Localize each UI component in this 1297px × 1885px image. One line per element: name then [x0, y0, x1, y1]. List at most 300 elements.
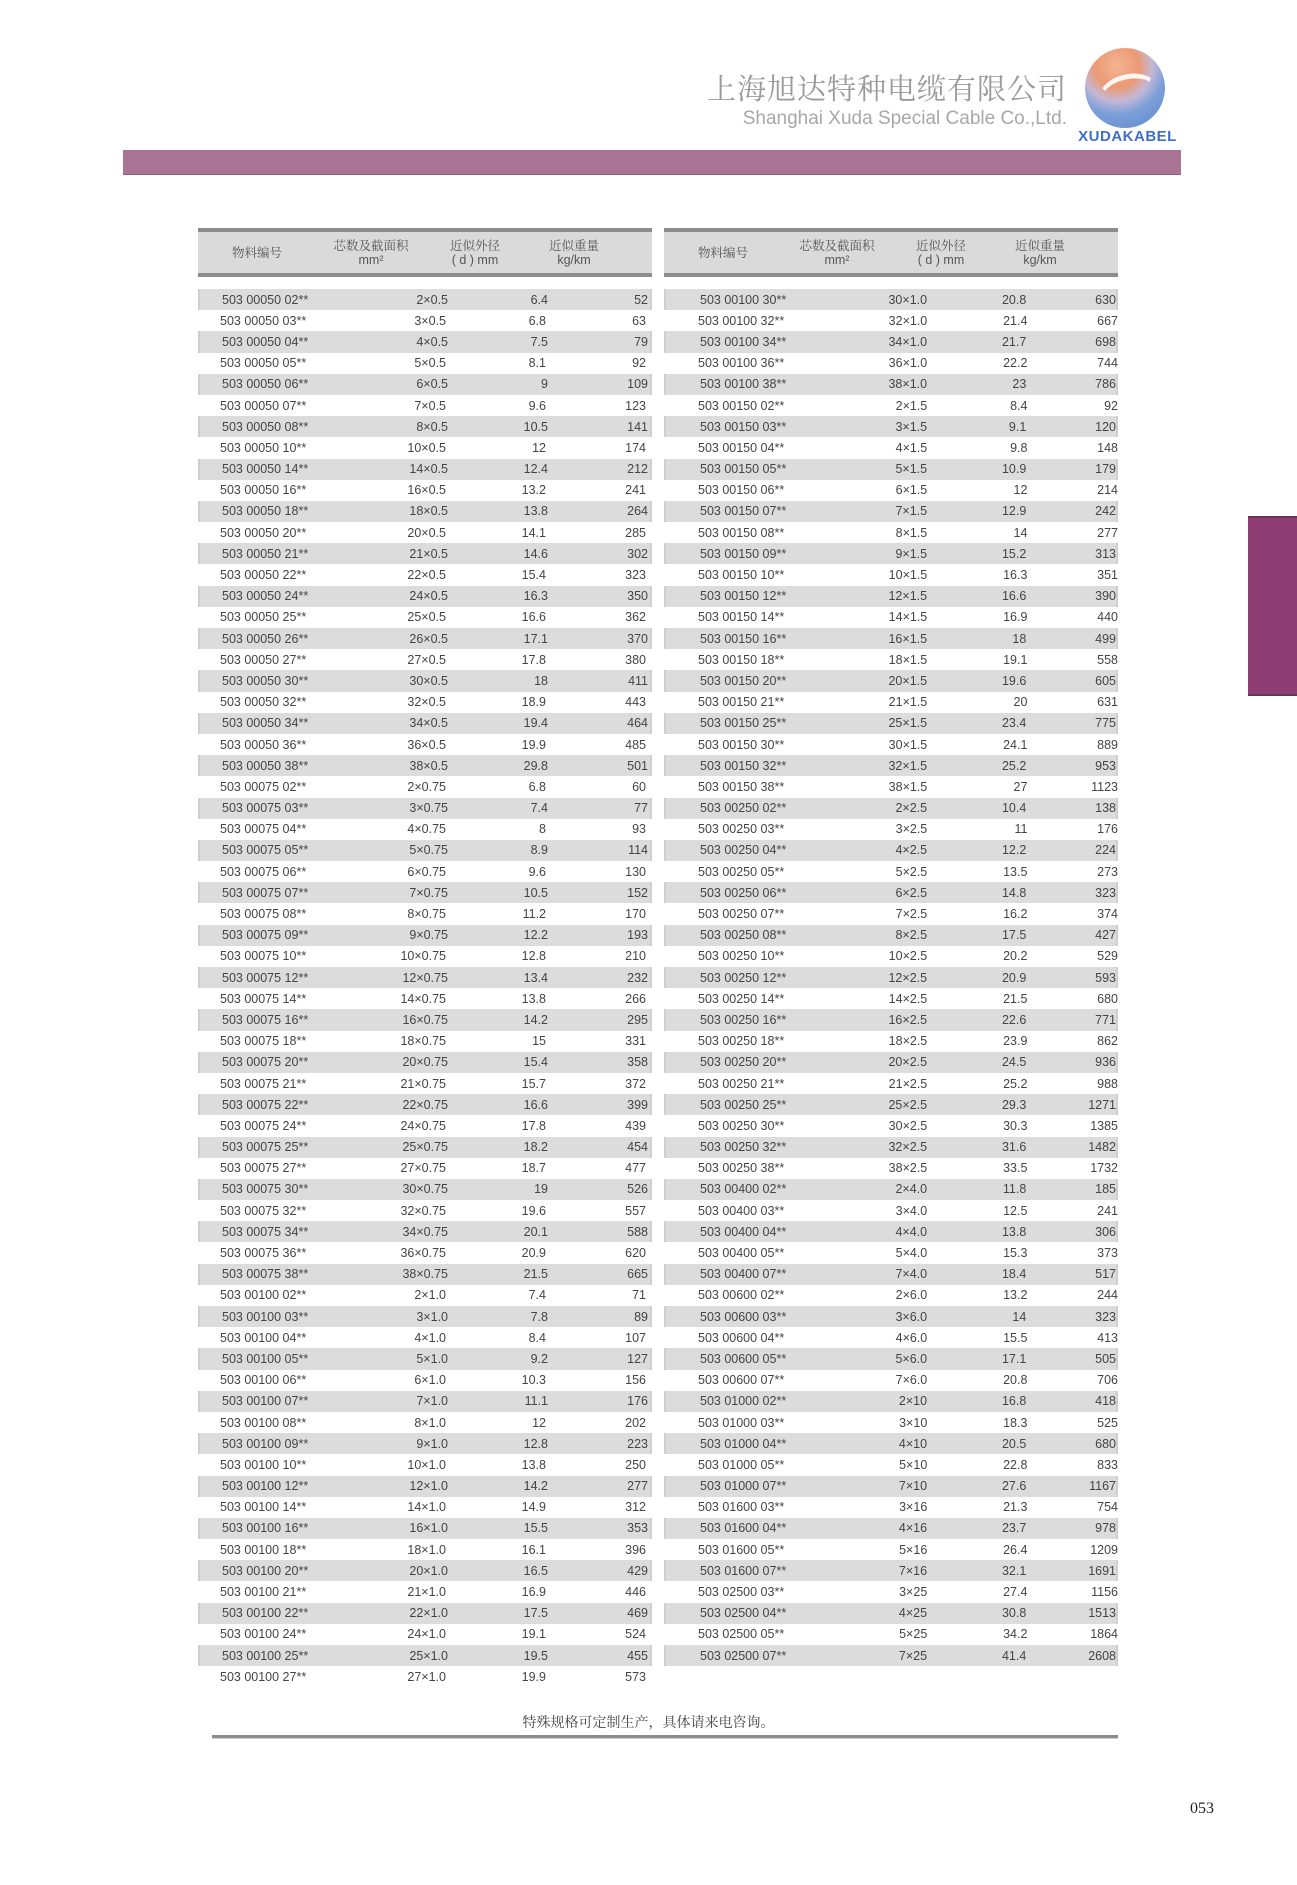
cell-weight: 446 [625, 1585, 646, 1600]
cell-material-code: 503 02500 05** [698, 1627, 785, 1642]
cell-material-code: 503 00100 12** [222, 1479, 309, 1494]
cell-outer-diameter: 30.3 [1003, 1118, 1028, 1133]
cell-outer-diameter: 13.8 [521, 1457, 546, 1472]
cell-outer-diameter: 16.3 [523, 589, 548, 604]
cell-outer-diameter: 18.2 [523, 1140, 548, 1155]
cell-cores-cross-section: 30×2.5 [888, 1118, 928, 1133]
cell-weight: 978 [1095, 1521, 1116, 1536]
table-row [198, 1179, 652, 1200]
cell-weight: 224 [1095, 843, 1116, 858]
table-row [198, 1539, 652, 1560]
cell-cores-cross-section: 12×2.5 [888, 970, 928, 985]
cell-cores-cross-section: 5×4.0 [895, 1246, 928, 1261]
cell-outer-diameter: 10.4 [1001, 801, 1027, 816]
cell-outer-diameter: 13.8 [523, 504, 548, 519]
cell-material-code: 503 00050 16** [220, 483, 307, 498]
table-row [198, 1581, 652, 1602]
cell-cores-cross-section: 36×0.5 [407, 737, 446, 752]
cell-cores-cross-section: 14×1.0 [407, 1500, 446, 1515]
cell-outer-diameter: 17.1 [523, 631, 548, 646]
table-row [664, 1052, 1118, 1073]
cell-weight: 524 [625, 1627, 646, 1642]
cell-outer-diameter: 15.5 [523, 1521, 548, 1536]
cell-outer-diameter: 19.9 [521, 737, 546, 752]
cell-material-code: 503 00250 30** [698, 1118, 785, 1133]
cell-material-code: 503 01600 05** [698, 1542, 785, 1557]
cell-weight: 373 [1097, 1246, 1118, 1261]
cell-material-code: 503 00600 03** [700, 1309, 787, 1324]
table-row [664, 1327, 1118, 1348]
col-od-unit: ( d ) mm [451, 252, 499, 267]
cell-cores-cross-section: 25×0.5 [407, 610, 446, 625]
cell-weight: 250 [625, 1457, 646, 1472]
cell-outer-diameter: 23 [1012, 377, 1027, 392]
cell-weight: 244 [1097, 1288, 1118, 1303]
cell-cores-cross-section: 3×1.0 [416, 1309, 448, 1324]
cell-material-code: 503 00075 32** [220, 1203, 307, 1218]
cell-material-code: 503 00075 03** [222, 801, 309, 816]
cell-material-code: 503 00050 10** [220, 440, 307, 455]
cell-cores-cross-section: 7×1.0 [416, 1394, 448, 1409]
cell-weight: 156 [625, 1373, 646, 1388]
table-row [664, 501, 1118, 522]
cell-cores-cross-section: 8×0.75 [407, 907, 446, 922]
cell-weight: 193 [627, 928, 648, 943]
cell-outer-diameter: 9.6 [528, 864, 546, 879]
cell-material-code: 503 00100 24** [220, 1627, 307, 1642]
cell-weight: 170 [625, 907, 646, 922]
company-name-cn: 上海旭达特种电缆有限公司 [706, 72, 1067, 106]
cell-material-code: 503 00100 20** [222, 1563, 309, 1578]
footer-note: 特殊规格可定制生产，具体请来电咨询。 [522, 1715, 775, 1731]
table-row [664, 628, 1118, 649]
cell-cores-cross-section: 10×1.0 [407, 1457, 446, 1472]
cell-material-code: 503 00050 24** [222, 589, 309, 604]
cell-weight: 277 [627, 1479, 648, 1494]
cell-material-code: 503 00050 34** [222, 716, 309, 731]
cell-weight: 833 [1097, 1457, 1118, 1472]
cell-cores-cross-section: 24×0.75 [400, 1118, 446, 1133]
cell-weight: 223 [627, 1436, 648, 1451]
cell-material-code: 503 00075 05** [222, 843, 309, 858]
cell-weight: 176 [1097, 822, 1118, 837]
cell-outer-diameter: 12.5 [1003, 1203, 1028, 1218]
cell-cores-cross-section: 27×1.0 [407, 1669, 446, 1684]
cell-weight: 605 [1095, 673, 1116, 688]
table-row [664, 1348, 1118, 1369]
cell-outer-diameter: 8 [539, 822, 546, 837]
cell-material-code: 503 00075 12** [222, 970, 309, 985]
cell-weight: 114 [628, 843, 648, 858]
cell-cores-cross-section: 10×0.75 [400, 949, 446, 964]
cell-outer-diameter: 15.4 [521, 568, 546, 583]
cell-weight: 501 [627, 758, 648, 773]
cell-cores-cross-section: 21×1.0 [407, 1585, 446, 1600]
cell-outer-diameter: 10.3 [521, 1373, 546, 1388]
cell-material-code: 503 00150 25** [700, 716, 787, 731]
cell-material-code: 503 00250 25** [700, 1097, 787, 1112]
cell-cores-cross-section: 34×0.75 [402, 1224, 448, 1239]
cell-cores-cross-section: 2×0.75 [407, 779, 446, 794]
cell-weight: 372 [625, 1076, 646, 1091]
cell-material-code: 503 00050 32** [220, 695, 307, 710]
table-row [198, 1518, 652, 1539]
col-header-code [198, 246, 316, 260]
cell-outer-diameter: 16.8 [1001, 1394, 1027, 1409]
table-row [664, 670, 1118, 691]
col-header-weight [990, 239, 1090, 267]
cell-weight: 427 [1095, 928, 1116, 943]
cell-outer-diameter: 16.6 [523, 1097, 548, 1112]
cell-outer-diameter: 12.2 [1001, 843, 1027, 858]
table-row [664, 480, 1118, 501]
cell-material-code: 503 00100 25** [222, 1648, 309, 1663]
cell-material-code: 503 00050 38** [222, 758, 309, 773]
cell-material-code: 503 00250 21** [698, 1076, 785, 1091]
cell-outer-diameter: 16.3 [1003, 568, 1028, 583]
company-brand [707, 72, 1067, 131]
table-row [664, 925, 1118, 946]
cell-cores-cross-section: 24×0.5 [409, 589, 448, 604]
cell-material-code: 503 02500 04** [700, 1606, 787, 1621]
table-row [664, 1497, 1118, 1518]
cell-cores-cross-section: 5×0.5 [414, 356, 446, 371]
cell-outer-diameter: 29.3 [1001, 1097, 1027, 1112]
cell-outer-diameter: 24.1 [1003, 737, 1028, 752]
cell-material-code: 503 00150 32** [700, 758, 787, 773]
col-header-code [664, 246, 782, 260]
table-row [198, 1666, 652, 1687]
cell-weight: 418 [1095, 1394, 1116, 1409]
cell-material-code: 503 00075 34** [222, 1224, 309, 1239]
cell-outer-diameter: 13.8 [1001, 1224, 1027, 1239]
cell-cores-cross-section: 38×0.75 [402, 1267, 448, 1282]
cell-outer-diameter: 34.2 [1003, 1627, 1028, 1642]
table-row [198, 946, 652, 967]
cell-weight: 358 [627, 1055, 648, 1070]
cell-outer-diameter: 11.8 [1002, 1182, 1027, 1197]
table-row [664, 1603, 1118, 1624]
cell-outer-diameter: 12.8 [523, 1436, 548, 1451]
cell-material-code: 503 00150 20** [700, 673, 787, 688]
col-od-unit: ( d ) mm [917, 252, 965, 267]
table-row [664, 586, 1118, 607]
col-weight-label: 近似重量 [548, 238, 599, 253]
cell-weight: 413 [1097, 1330, 1118, 1345]
cell-cores-cross-section: 30×0.5 [409, 673, 448, 688]
cell-cores-cross-section: 7×6.0 [895, 1373, 928, 1388]
cell-cores-cross-section: 2×2.5 [895, 801, 928, 816]
cell-outer-diameter: 14 [1012, 1309, 1027, 1324]
cell-material-code: 503 00050 05** [220, 356, 307, 371]
cell-outer-diameter: 17.8 [521, 652, 546, 667]
cell-cores-cross-section: 25×1.0 [409, 1648, 448, 1663]
cell-material-code: 503 00100 02** [220, 1288, 307, 1303]
cell-cores-cross-section: 6×0.5 [416, 377, 448, 392]
cell-material-code: 503 00050 30** [222, 673, 309, 688]
cell-material-code: 503 00075 22** [222, 1097, 309, 1112]
cell-weight: 212 [627, 462, 648, 477]
cell-outer-diameter: 31.6 [1001, 1140, 1027, 1155]
cell-outer-diameter: 29.8 [523, 758, 548, 773]
cell-material-code: 503 00050 03** [220, 313, 307, 328]
cell-material-code: 503 00150 03** [700, 419, 787, 434]
cell-weight: 744 [1097, 356, 1118, 371]
cell-weight: 936 [1095, 1055, 1116, 1070]
cell-cores-cross-section: 6×1.5 [895, 483, 928, 498]
col-weight-unit: kg/km [1023, 252, 1057, 267]
cell-cores-cross-section: 4×1.5 [895, 440, 928, 455]
cell-material-code: 503 00100 09** [222, 1436, 309, 1451]
cell-weight: 2608 [1088, 1648, 1116, 1663]
cell-material-code: 503 00075 10** [220, 949, 307, 964]
cell-weight: 399 [627, 1097, 648, 1112]
table-row [664, 734, 1118, 755]
cell-weight: 1123 [1091, 779, 1118, 794]
cell-cores-cross-section: 7×2.5 [895, 907, 928, 922]
cell-weight: 323 [1095, 1309, 1116, 1324]
cell-outer-diameter: 13.2 [1003, 1288, 1028, 1303]
cell-material-code: 503 00075 24** [220, 1118, 307, 1133]
cell-outer-diameter: 26.4 [1003, 1542, 1028, 1557]
cell-outer-diameter: 11 [1014, 822, 1028, 837]
cell-material-code: 503 00050 27** [220, 652, 307, 667]
cell-weight: 1482 [1088, 1140, 1116, 1155]
cell-cores-cross-section: 2×10 [898, 1394, 928, 1409]
table-row [664, 1073, 1118, 1094]
cell-weight: 351 [1097, 568, 1118, 583]
table-row [664, 1518, 1118, 1539]
cell-material-code: 503 00250 04** [700, 843, 787, 858]
table-row [198, 1624, 652, 1645]
table-row [198, 1497, 652, 1518]
table-row [198, 1264, 652, 1285]
col-weight-label: 近似重量 [1014, 238, 1065, 253]
cell-cores-cross-section: 8×1.5 [895, 525, 928, 540]
table-row [664, 882, 1118, 903]
cell-outer-diameter: 21.4 [1003, 313, 1028, 328]
cell-outer-diameter: 25.2 [1003, 1076, 1028, 1091]
cell-weight: 454 [627, 1140, 648, 1155]
table-row [198, 670, 652, 691]
cell-weight: 529 [1097, 949, 1118, 964]
cell-outer-diameter: 24.5 [1001, 1055, 1027, 1070]
cell-cores-cross-section: 8×1.0 [414, 1415, 446, 1430]
cell-weight: 411 [628, 673, 648, 688]
table-row [198, 1433, 652, 1454]
cell-material-code: 503 00600 07** [698, 1373, 785, 1388]
cell-cores-cross-section: 16×1.5 [888, 631, 928, 646]
cell-weight: 443 [625, 695, 646, 710]
table-row [198, 1603, 652, 1624]
cell-cores-cross-section: 8×2.5 [895, 928, 928, 943]
table-row [664, 416, 1118, 437]
cell-weight: 771 [1095, 1012, 1116, 1027]
table-row [664, 331, 1118, 352]
table-row [198, 353, 652, 374]
table-row [664, 1009, 1118, 1030]
cell-cores-cross-section: 5×1.0 [416, 1351, 448, 1366]
cell-outer-diameter: 23.9 [1003, 1034, 1028, 1049]
cell-cores-cross-section: 12×1.5 [888, 589, 928, 604]
cell-material-code: 503 01000 03** [698, 1415, 785, 1430]
cell-weight: 429 [627, 1563, 648, 1578]
cell-material-code: 503 00100 08** [220, 1415, 307, 1430]
cell-material-code: 503 00050 36** [220, 737, 307, 752]
cell-cores-cross-section: 21×0.75 [400, 1076, 446, 1091]
spec-table-right [664, 228, 1118, 1666]
cell-outer-diameter: 14.2 [523, 1479, 548, 1494]
cell-cores-cross-section: 3×0.75 [409, 801, 448, 816]
cell-material-code: 503 00150 04** [698, 440, 785, 455]
cell-weight: 1156 [1091, 1585, 1118, 1600]
cell-weight: 988 [1097, 1076, 1118, 1091]
cell-weight: 362 [625, 610, 646, 625]
cell-material-code: 503 00250 03** [698, 822, 785, 837]
cell-outer-diameter: 9 [541, 377, 548, 392]
cell-material-code: 503 00075 38** [222, 1267, 309, 1282]
cell-cores-cross-section: 5×25 [899, 1627, 928, 1642]
cell-cores-cross-section: 7×1.5 [895, 504, 928, 519]
table-row [198, 374, 652, 395]
cell-material-code: 503 00075 36** [220, 1246, 307, 1261]
cell-weight: 120 [1095, 419, 1116, 434]
cell-outer-diameter: 6.8 [528, 313, 546, 328]
cell-cores-cross-section: 2×1.5 [895, 398, 928, 413]
cell-weight: 92 [632, 356, 646, 371]
cell-weight: 505 [1095, 1351, 1116, 1366]
col-weight-unit: kg/km [557, 252, 591, 267]
cell-outer-diameter: 15.7 [521, 1076, 546, 1091]
table-row [664, 1031, 1118, 1052]
cell-cores-cross-section: 10×1.5 [888, 568, 928, 583]
table-row [198, 501, 652, 522]
cell-material-code: 503 00050 18** [222, 504, 309, 519]
cell-outer-diameter: 16.5 [523, 1563, 548, 1578]
table-row [198, 310, 652, 331]
table-row [198, 1009, 652, 1030]
cell-weight: 331 [625, 1034, 646, 1049]
cell-cores-cross-section: 26×0.5 [409, 631, 448, 646]
cell-outer-diameter: 20.9 [521, 1246, 546, 1261]
cell-cores-cross-section: 12×1.0 [409, 1479, 448, 1494]
table-row [198, 755, 652, 776]
cell-material-code: 503 00250 02** [700, 801, 787, 816]
cell-outer-diameter: 20.8 [1003, 1373, 1028, 1388]
cell-weight: 1732 [1090, 1161, 1118, 1176]
table-row [198, 798, 652, 819]
cell-weight: 241 [1097, 1203, 1118, 1218]
cell-outer-diameter: 11.1 [524, 1394, 548, 1409]
cell-material-code: 503 00150 14** [698, 610, 785, 625]
spec-table-left [198, 228, 652, 1687]
logo-text: XUDAKABEL [1078, 128, 1177, 145]
cell-weight: 323 [1095, 885, 1116, 900]
table-row [664, 1560, 1118, 1581]
table-row [664, 1137, 1118, 1158]
cell-weight: 138 [1095, 801, 1116, 816]
header-band [123, 150, 1181, 175]
cell-cores-cross-section: 21×2.5 [888, 1076, 928, 1091]
cell-weight: 353 [627, 1521, 648, 1536]
cell-cores-cross-section: 32×0.5 [407, 695, 446, 710]
table-row [664, 1581, 1118, 1602]
cell-weight: 1513 [1088, 1606, 1116, 1621]
cell-material-code: 503 00150 05** [700, 462, 787, 477]
table-row [664, 1242, 1118, 1263]
cell-material-code: 503 00150 21** [698, 695, 785, 710]
table-row [198, 1370, 652, 1391]
table-row [198, 1094, 652, 1115]
cell-material-code: 503 00600 05** [700, 1351, 787, 1366]
cell-cores-cross-section: 20×0.5 [407, 525, 446, 540]
cell-outer-diameter: 19.4 [523, 716, 548, 731]
cell-weight: 295 [627, 1012, 648, 1027]
cell-weight: 1167 [1089, 1479, 1116, 1494]
cell-cores-cross-section: 5×2.5 [895, 864, 928, 879]
cell-weight: 185 [1095, 1182, 1116, 1197]
col-header-weight [524, 239, 624, 267]
table-row [198, 734, 652, 755]
cell-material-code: 503 00250 12** [700, 970, 787, 985]
cell-cores-cross-section: 18×0.75 [400, 1034, 446, 1049]
cell-cores-cross-section: 32×1.5 [888, 758, 928, 773]
cell-material-code: 503 02500 03** [698, 1585, 785, 1600]
cell-material-code: 503 00050 20** [220, 525, 307, 540]
cell-cores-cross-section: 20×0.75 [402, 1055, 448, 1070]
table-row [198, 882, 652, 903]
col-header-od [426, 239, 524, 267]
table-row [198, 692, 652, 713]
cell-weight: 374 [1097, 907, 1118, 922]
cell-cores-cross-section: 21×0.5 [409, 546, 448, 561]
cell-weight: 107 [625, 1330, 646, 1345]
cell-cores-cross-section: 3×10 [899, 1415, 928, 1430]
cell-outer-diameter: 21.3 [1003, 1500, 1028, 1515]
cell-outer-diameter: 8.1 [528, 356, 546, 371]
table-row [198, 543, 652, 564]
table-row [664, 1179, 1118, 1200]
table-row [198, 564, 652, 585]
cell-cores-cross-section: 2×0.5 [416, 292, 448, 307]
cell-outer-diameter: 30.8 [1001, 1606, 1027, 1621]
cell-cores-cross-section: 34×0.5 [409, 716, 448, 731]
table-row [198, 649, 652, 670]
cell-weight: 148 [1097, 440, 1118, 455]
cell-outer-diameter: 16.2 [1003, 907, 1028, 922]
cell-outer-diameter: 7.8 [530, 1309, 548, 1324]
cell-cores-cross-section: 9×0.75 [409, 928, 448, 943]
cell-weight: 517 [1095, 1267, 1116, 1282]
cell-outer-diameter: 20 [1013, 695, 1028, 710]
table-row [664, 459, 1118, 480]
cell-material-code: 503 00150 38** [698, 779, 785, 794]
cell-outer-diameter: 18 [534, 673, 548, 688]
table-row [664, 1115, 1118, 1136]
cell-outer-diameter: 12.8 [521, 949, 546, 964]
cell-outer-diameter: 16.9 [521, 1585, 546, 1600]
cell-outer-diameter: 12 [532, 440, 546, 455]
cell-weight: 667 [1097, 313, 1118, 328]
cell-material-code: 503 00100 22** [222, 1606, 309, 1621]
cell-material-code: 503 00075 09** [222, 928, 309, 943]
cell-weight: 953 [1095, 758, 1116, 773]
cell-material-code: 503 00250 06** [700, 885, 787, 900]
table-row [198, 331, 652, 352]
table-row [664, 1370, 1118, 1391]
table-row [664, 437, 1118, 458]
table-row [664, 1221, 1118, 1242]
